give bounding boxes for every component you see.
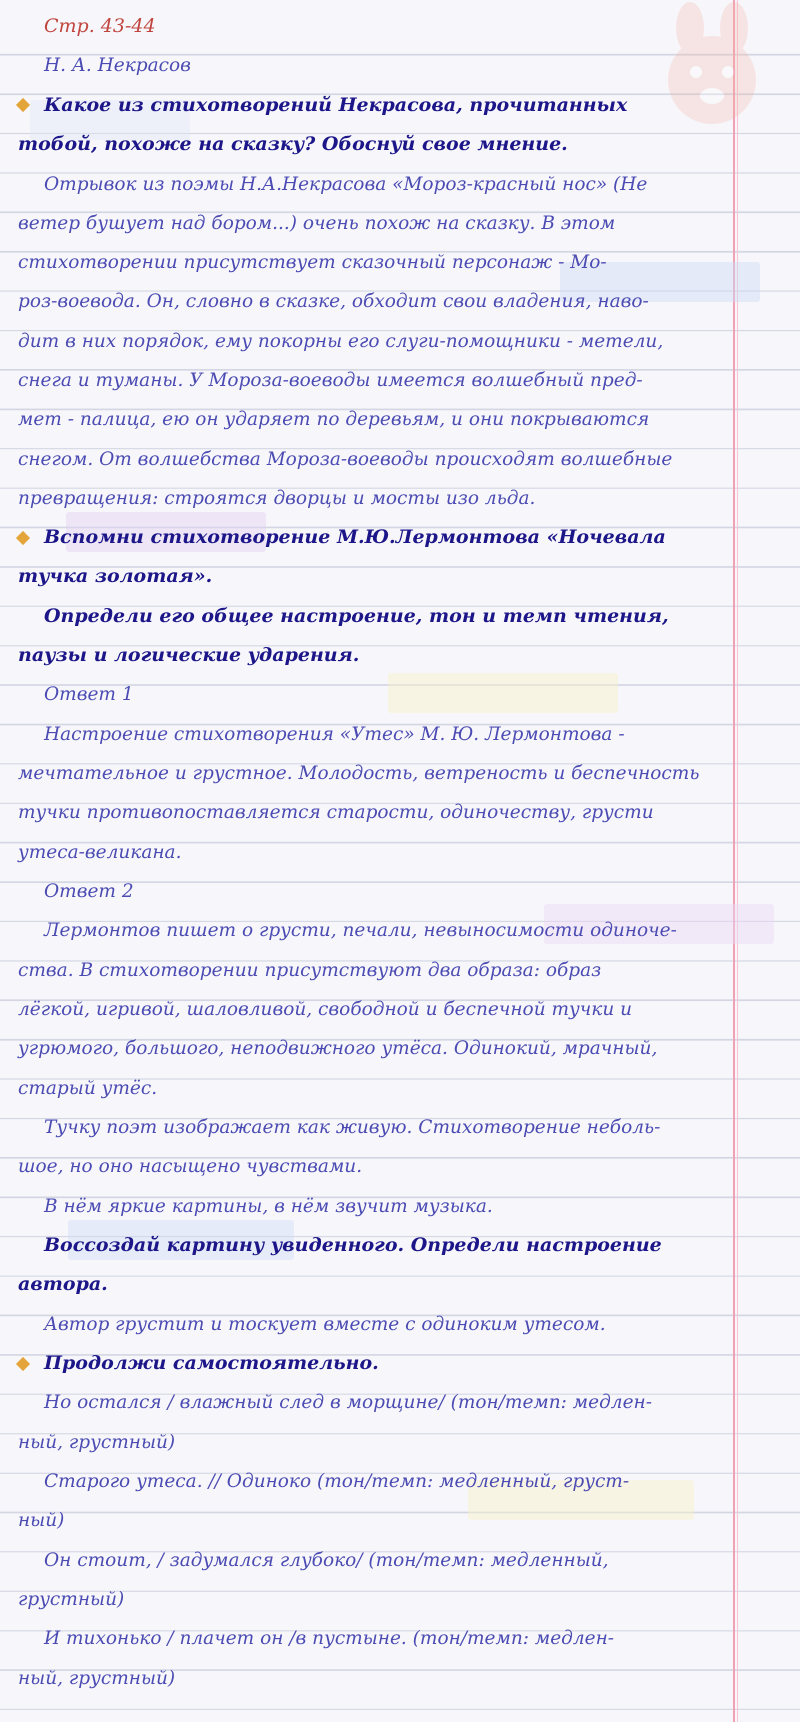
question-line: Какое из стихотворений Некрасова, прочитанных [44, 94, 628, 116]
answer-line: стихотворении присутствует сказочный персонаж - Мо- [18, 252, 607, 273]
answer-line: Лермонтов пишет о грусти, печали, невыносимости одиноче- [44, 920, 677, 941]
answer-line: мет - палица, ею он ударяет по деревьям, и они покрываются [18, 409, 650, 430]
answer-line: Но остался / влажный след в морщине/ (тон/темп: медлен- [44, 1392, 652, 1413]
answer-line: Отрывок из поэмы Н.А.Некрасова «Мороз-красный нос» (Не [44, 174, 648, 195]
answer-line: И тихонько / плачет он /в пустыне. (тон/темп: медлен- [44, 1628, 615, 1649]
answer-line: дит в них порядок, ему покорны его слуги-помощники - метели, [18, 331, 664, 352]
answer-line: ветер бушует над бором...) очень похож на сказку. В этом [18, 213, 616, 234]
answer-line: роз-воевода. Он, словно в сказке, обходит свои владения, наво- [18, 291, 649, 312]
question-line: автора. [18, 1273, 108, 1295]
answer-line: ный) [18, 1510, 65, 1531]
answer-line: Старого утеса. // Одиноко (тон/темп: медленный, груст- [44, 1471, 630, 1492]
answer-line: утеса-великана. [18, 842, 182, 863]
answer-line: превращения: строятся дворцы и мосты изо льда. [18, 488, 536, 509]
answer-line: лёгкой, игривой, шаловливой, свободной и беспечной тучки и [18, 999, 633, 1020]
answer-line: ства. В стихотворении присутствуют два образа: образ [18, 960, 602, 981]
answer-line: В нём яркие картины, в нём звучит музыка. [44, 1196, 493, 1217]
answer-line: ный, грустный) [18, 1432, 176, 1453]
question-line: Определи его общее настроение, тон и темп чтения, [44, 605, 669, 627]
question-line: тобой, похоже на сказку? Обоснуй свое мнение. [18, 133, 568, 155]
answer-line: Он стоит, / задумался глубоко/ (тон/темп: медленный, [44, 1550, 609, 1571]
question-line: паузы и логические ударения. [18, 644, 360, 666]
diamond-bullet-icon [16, 531, 30, 545]
answer-line: старый утёс. [18, 1078, 158, 1099]
question-line: Вспомни стихотворение М.Ю.Лермонтова «Ночевала [44, 526, 666, 548]
answer-label: Ответ 1 [44, 684, 134, 705]
answer-line: Автор грустит и тоскует вместе с одиноким утесом. [44, 1314, 606, 1335]
answer-line: шое, но оно насыщено чувствами. [18, 1156, 363, 1177]
answer-line: ный, грустный) [18, 1668, 176, 1689]
answer-line: грустный) [18, 1589, 125, 1610]
page-reference: Стр. 43-44 [44, 15, 156, 37]
question-line: Продолжи самостоятельно. [44, 1352, 379, 1374]
answer-line: снега и туманы. У Мороза-воеводы имеется волшебный пред- [18, 370, 643, 391]
answer-label: Ответ 2 [44, 881, 134, 902]
answer-line: снегом. От волшебства Мороза-воеводы происходят волшебные [18, 449, 673, 470]
answer-line: Тучку поэт изображает как живую. Стихотворение неболь- [44, 1117, 661, 1138]
diamond-bullet-icon [16, 1357, 30, 1371]
answer-line: тучки противопоставляется старости, одиночеству, грусти [18, 802, 654, 823]
question-line: Воссоздай картину увиденного. Определи настроение [44, 1234, 662, 1256]
author-heading: Н. А. Некрасов [44, 55, 191, 76]
diamond-bullet-icon [16, 98, 30, 112]
answer-line: угрюмого, большого, неподвижного утёса. Одинокий, мрачный, [18, 1038, 658, 1059]
answer-line: Настроение стихотворения «Утес» М. Ю. Лермонтова - [44, 724, 625, 745]
question-line: тучка золотая». [18, 565, 213, 587]
answer-line: мечтательное и грустное. Молодость, ветреность и беспечность [18, 763, 700, 784]
